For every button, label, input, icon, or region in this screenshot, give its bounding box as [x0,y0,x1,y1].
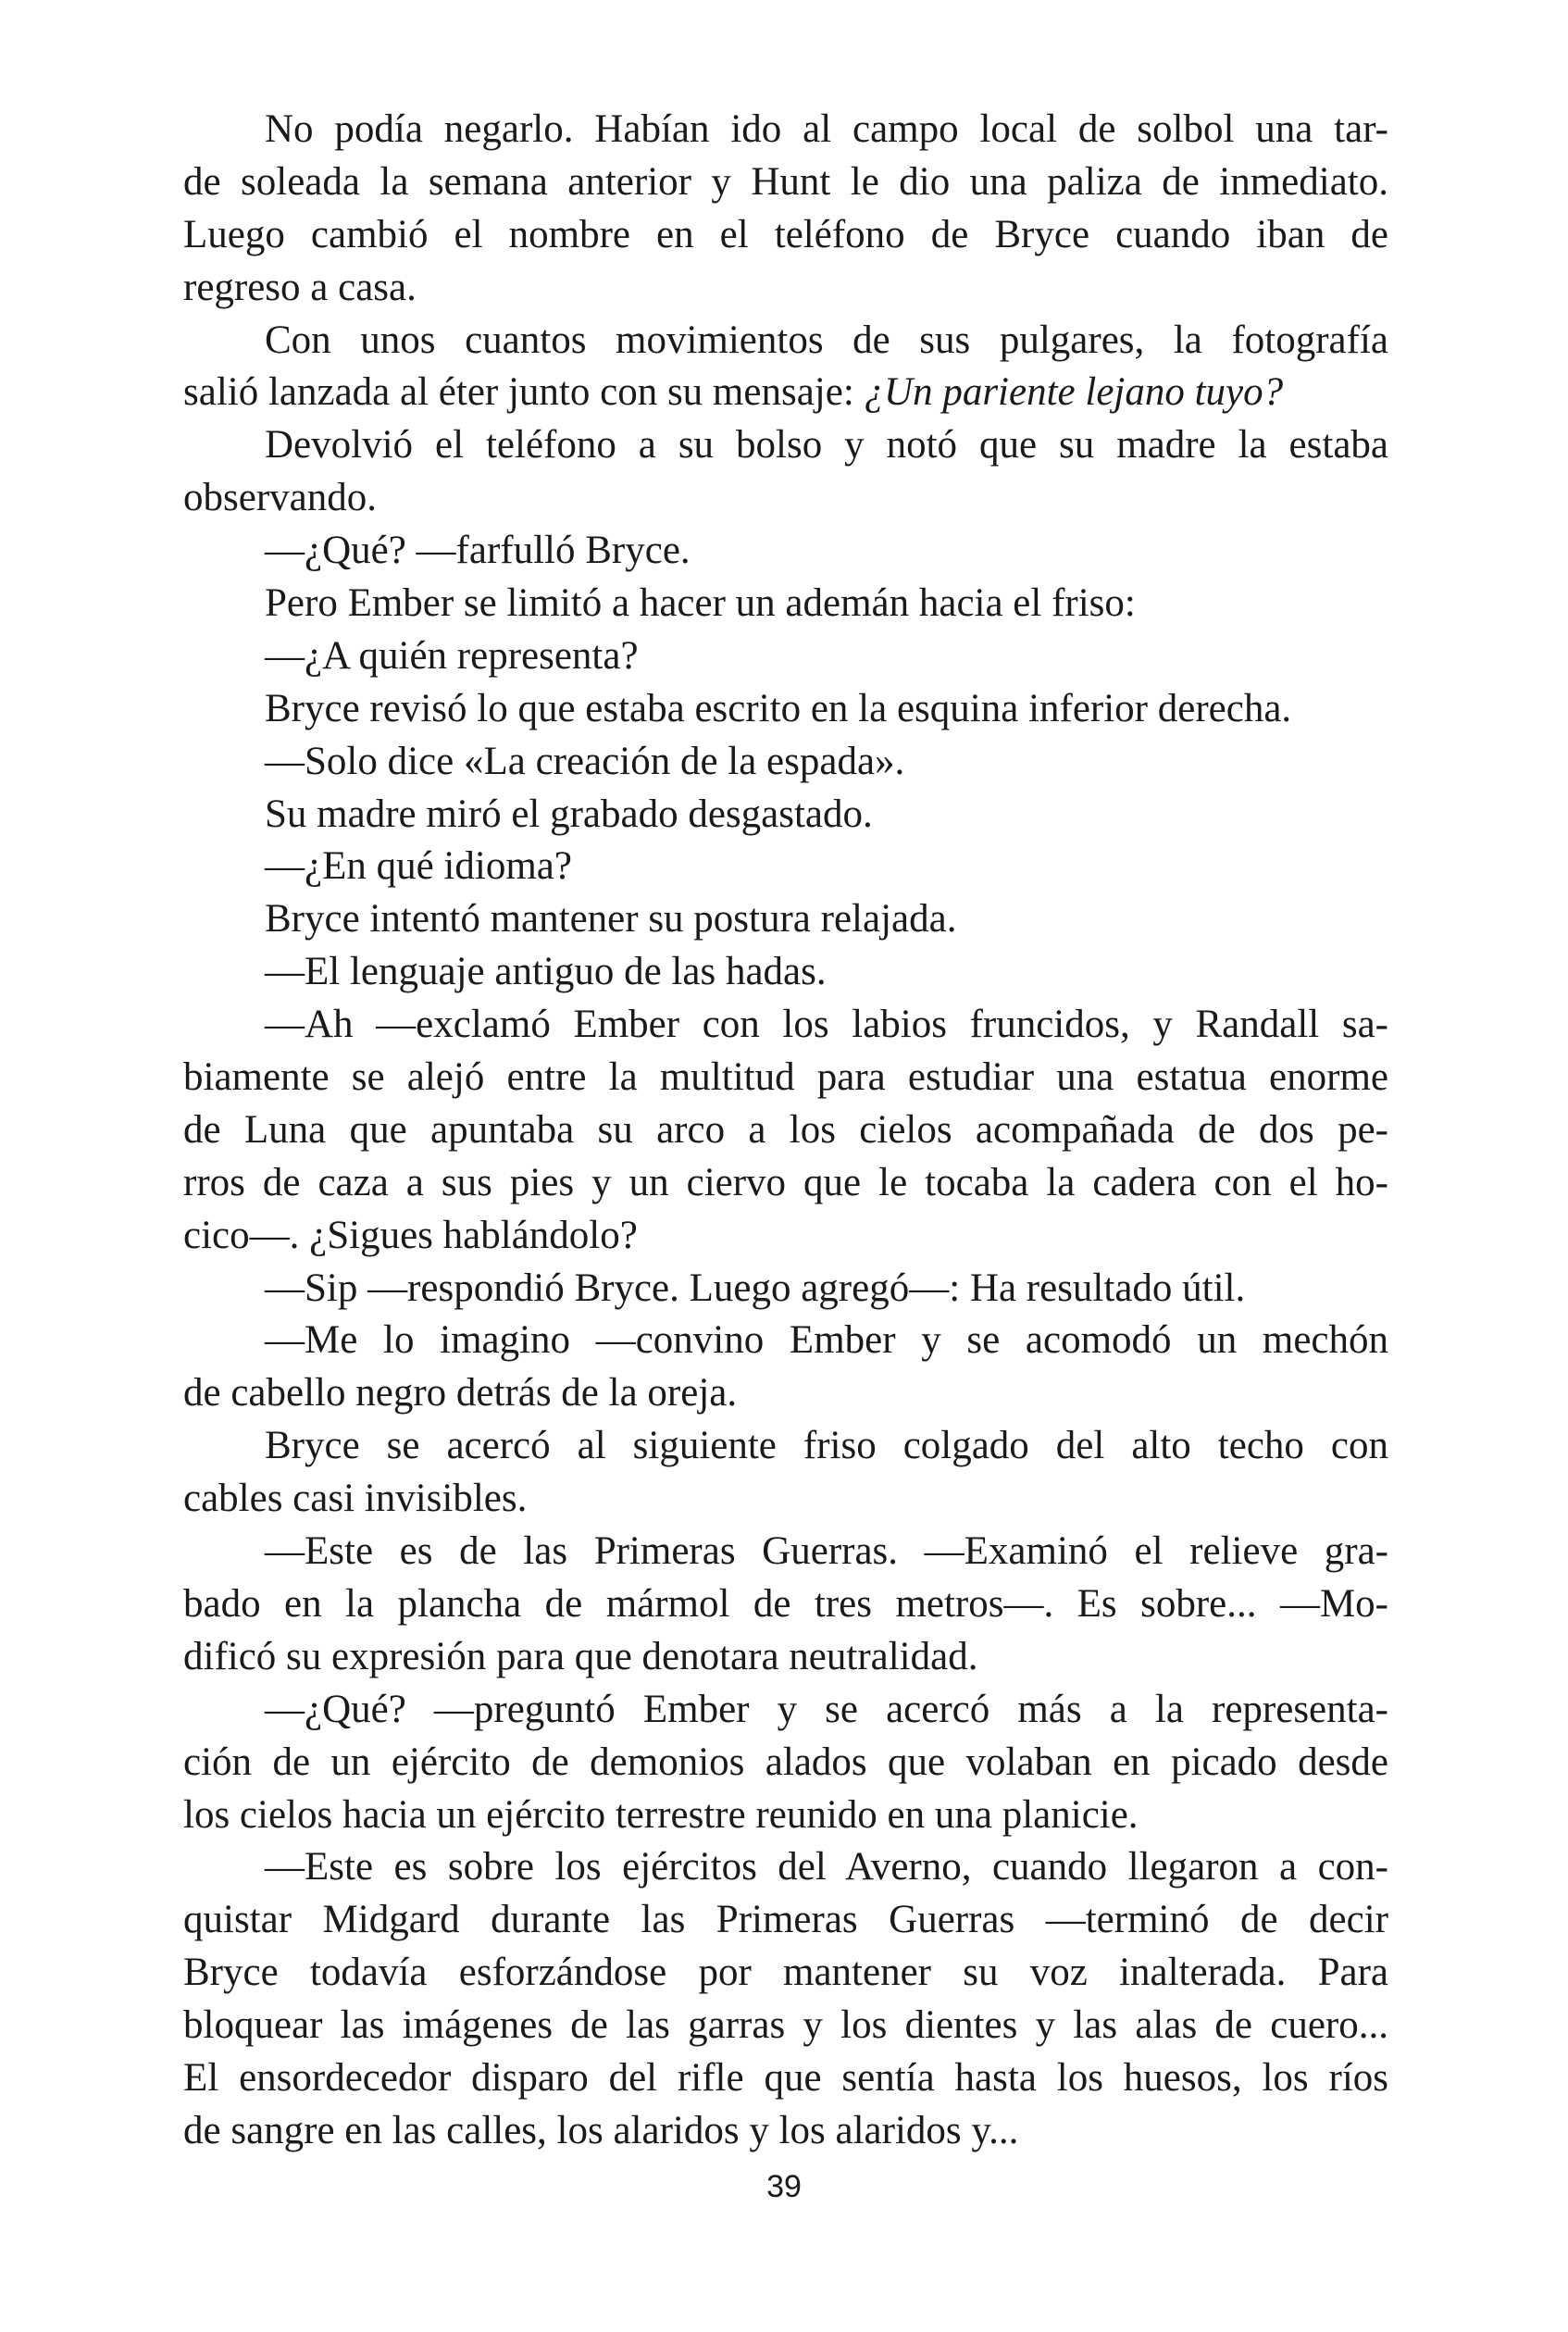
paragraph [183,104,1388,315]
text-line: —¿A quién representa? [265,633,639,678]
text-line: los cielos hacia un ejército terrestre reunido en una planicie. [183,1792,1139,1837]
text-line: bloquear las imágenes de las garras y los dientes y las alas de cuero... [183,2003,1388,2048]
text-line: —El lenguaje antiguo de las hadas. [265,950,827,994]
text-line: observando. [183,476,377,520]
text-line: Su madre miró el grabado desgastado. [265,792,873,836]
paragraph [183,1420,1388,1526]
text-line: —Este es de las Primeras Guerras. —Examinó el relieve gra- [265,1529,1388,1574]
text-line: bado en la plancha de mármol de tres metros—. Es sobre... —Mo- [183,1581,1388,1626]
italic-message: ¿Un pariente lejano tuyo? [864,370,1284,415]
text-line: Con unos cuantos movimientos de sus pulgares, la fotografía [265,318,1388,362]
text-line: cico—. ¿Sigues hablándolo? [183,1213,638,1257]
text-line: Bryce se acercó al siguiente friso colgado del alto techo con [265,1424,1388,1468]
paragraph [183,1263,1388,1316]
text-line: de cabello negro detrás de la oreja. [183,1371,738,1415]
page-body [183,104,1388,2158]
text-line: Devolvió el teléfono a su bolso y notó que su madre la estaba [265,423,1388,468]
text-line: Pero Ember se limitó a hacer un ademán hacia el friso: [265,581,1136,626]
text-line: de soleada la semana anterior y Hunt le dio una paliza de inmediato. [183,159,1388,204]
text-line: —¿En qué idioma? [265,844,572,889]
text-line: de Luna que apuntaba su arco a los cielos acompañada de dos pe- [183,1107,1388,1152]
text-line: —¿Qué? —farfulló Bryce. [265,529,691,573]
paragraph [183,999,1388,1262]
text-line: —Ah —exclamó Ember con los labios fruncidos, y Randall sa- [265,1003,1388,1047]
paragraph [183,419,1388,525]
paragraph [183,630,1388,683]
text-line: quistar Midgard durante las Primeras Guerras —terminó de decir [183,1898,1388,1942]
paragraph [183,1315,1388,1420]
paragraph [183,315,1388,420]
page-number: 39 [766,2169,802,2204]
text-line: Luego cambió el nombre en el teléfono de Bryce cuando iban de [183,212,1388,256]
paragraph [183,683,1388,736]
text-line: —Solo dice «La creación de la espada». [265,739,905,783]
paragraph [183,578,1388,630]
paragraph [183,946,1388,999]
paragraph [183,1841,1388,2157]
text-line: No podía negarlo. Habían ido al campo local de solbol una tar- [265,107,1388,151]
text-line: regreso a casa. [183,265,417,309]
paragraph [183,736,1388,789]
paragraph [183,841,1388,893]
text-line: rros de caza a sus pies y un ciervo que le tocaba la cadera con el ho- [183,1160,1388,1204]
text-line: de sangre en las calles, los alaridos y los alaridos y... [183,2108,1019,2152]
text-line: Bryce revisó lo que estaba escrito en la esquina inferior derecha. [265,686,1292,730]
paragraph [183,525,1388,578]
paragraph [183,1684,1388,1842]
text-line: biamente se alejó entre la multitud para estudiar una estatua enorme [183,1055,1388,1100]
text-line: El ensordecedor disparo del rifle que sentía hasta los huesos, los ríos [183,2055,1388,2100]
text-line: —Sip —respondió Bryce. Luego agregó—: Ha resultado útil. [265,1266,1246,1310]
paragraph [183,789,1388,842]
text-line: dificó su expresión para que denotara neutralidad. [183,1634,978,1678]
text-line: salió lanzada al éter junto con su mensaje: ¿Un pariente lejano tuyo? [183,370,1284,415]
text-line: ción de un ejército de demonios alados que volaban en picado desde [183,1740,1388,1784]
paragraph [183,893,1388,946]
text-line: Bryce intentó mantener su postura relajada. [265,897,957,942]
text-line: —Este es sobre los ejércitos del Averno, cuando llegaron a con- [265,1845,1388,1889]
text-line: —¿Qué? —preguntó Ember y se acercó más a la representa- [265,1687,1388,1731]
paragraph [183,1526,1388,1684]
text-line: cables casi invisibles. [183,1477,528,1521]
text-line: Bryce todavía esforzándose por mantener su voz inalterada. Para [183,1951,1388,1995]
text-line: —Me lo imagino —convino Ember y se acomodó un mechón [265,1318,1388,1363]
